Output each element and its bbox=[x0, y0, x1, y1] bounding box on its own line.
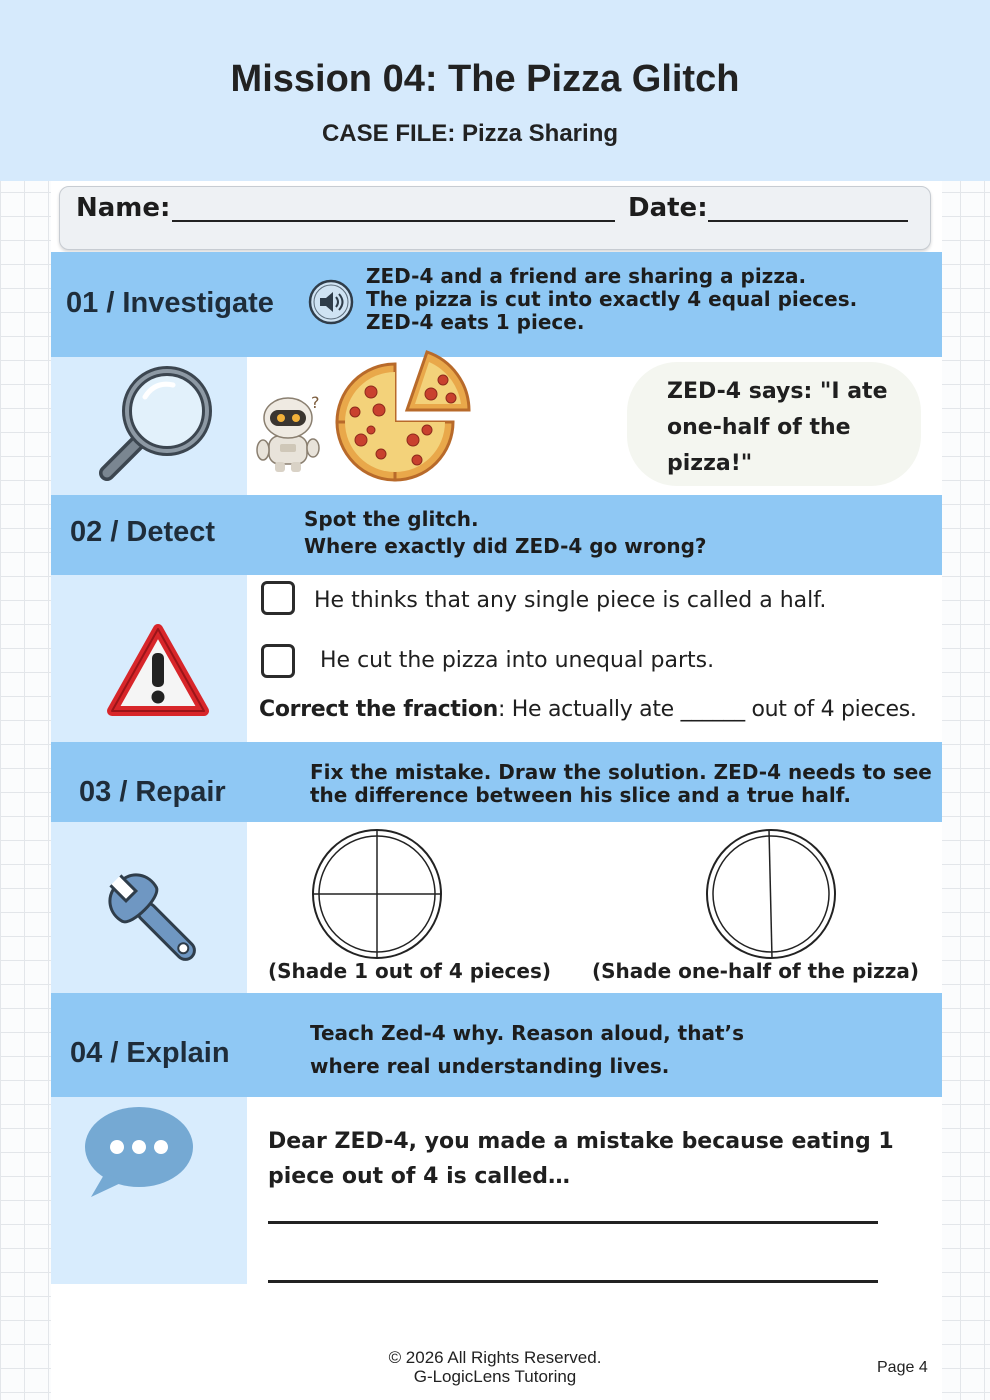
caption-quarters: (Shade 1 out of 4 pieces) bbox=[268, 959, 551, 983]
explain-side-panel bbox=[51, 1097, 247, 1284]
chat-bubble-icon bbox=[83, 1103, 197, 1203]
explain-line-1: Teach Zed-4 why. Reason aloud, that’s bbox=[310, 1021, 745, 1045]
svg-text:?: ? bbox=[311, 393, 320, 412]
investigate-header bbox=[51, 252, 942, 357]
page-number: Page 4 bbox=[877, 1359, 928, 1376]
correct-fraction-label: Correct the fraction bbox=[259, 697, 498, 722]
page-header bbox=[0, 0, 990, 181]
zed-speech-text: ZED-4 says: "I ate one-half of the pizza!" bbox=[667, 379, 888, 476]
explain-header bbox=[51, 993, 942, 1097]
speaker-icon[interactable] bbox=[308, 279, 354, 329]
warning-icon bbox=[106, 623, 210, 723]
footer-copyright: © 2026 All Rights Reserved. bbox=[388, 1348, 602, 1367]
detect-side-panel bbox=[51, 575, 247, 742]
pizza-icon bbox=[331, 350, 473, 489]
repair-header bbox=[51, 742, 942, 822]
answer-line-1[interactable] bbox=[268, 1221, 878, 1224]
repair-line-1: Fix the mistake. Draw the solution. ZED-4 needs to see bbox=[310, 760, 932, 784]
speech-bubble bbox=[627, 362, 921, 486]
investigate-line-2: The pizza is cut into exactly 4 equal pieces. bbox=[366, 287, 858, 311]
robot-icon bbox=[253, 390, 331, 478]
detect-header bbox=[51, 495, 942, 575]
investigate-line-1: ZED-4 and a friend are sharing a pizza. bbox=[366, 264, 807, 288]
explain-label: 04 / Explain bbox=[70, 1037, 230, 1069]
page-title: Mission 04: The Pizza Glitch bbox=[230, 58, 740, 100]
name-field[interactable] bbox=[172, 220, 615, 222]
repair-label: 03 / Repair bbox=[79, 776, 226, 808]
option-2-checkbox[interactable] bbox=[261, 644, 295, 678]
footer-organization: G-LogicLens Tutoring bbox=[413, 1367, 577, 1386]
explain-line-2: where real understanding lives. bbox=[310, 1054, 670, 1078]
option-1-checkbox[interactable] bbox=[261, 581, 295, 615]
option-1-text: He thinks that any single piece is called a half. bbox=[314, 588, 827, 613]
investigate-label: 01 / Investigate bbox=[66, 287, 274, 319]
magnifying-glass-icon bbox=[97, 361, 213, 487]
repair-line-2: the difference between his slice and a true half. bbox=[310, 783, 851, 807]
explain-prompt-line-2: piece out of 4 is called… bbox=[268, 1164, 571, 1189]
caption-halves: (Shade one-half of the pizza) bbox=[592, 959, 920, 983]
date-label: Date: bbox=[628, 193, 708, 223]
option-2-text: He cut the pizza into unequal parts. bbox=[320, 648, 715, 673]
explain-prompt-line-1: Dear ZED-4, you made a mistake because eating 1 bbox=[268, 1129, 894, 1154]
explain-prompt bbox=[268, 1124, 894, 1194]
answer-line-2[interactable] bbox=[268, 1280, 878, 1283]
investigate-line-3: ZED-4 eats 1 piece. bbox=[366, 310, 585, 334]
detect-line-1: Spot the glitch. bbox=[304, 507, 479, 531]
name-label: Name: bbox=[76, 193, 171, 223]
robot-pizza-illustration bbox=[253, 350, 473, 485]
detect-line-2: Where exactly did ZED-4 go wrong? bbox=[304, 534, 707, 558]
case-file-subtitle: CASE FILE: Pizza Sharing bbox=[321, 120, 619, 147]
wrench-icon bbox=[99, 864, 211, 980]
name-date-bar bbox=[59, 186, 931, 250]
repair-side-panel bbox=[51, 822, 247, 993]
halves-circle-diagram[interactable] bbox=[704, 828, 838, 964]
correct-fraction-line bbox=[259, 697, 917, 722]
investigate-side-panel bbox=[51, 357, 247, 495]
correct-fraction-prompt: : He actually ate ______ out of 4 pieces. bbox=[498, 697, 917, 722]
date-field[interactable] bbox=[708, 220, 908, 222]
detect-label: 02 / Detect bbox=[70, 516, 216, 548]
quarters-circle-diagram[interactable] bbox=[310, 828, 444, 964]
